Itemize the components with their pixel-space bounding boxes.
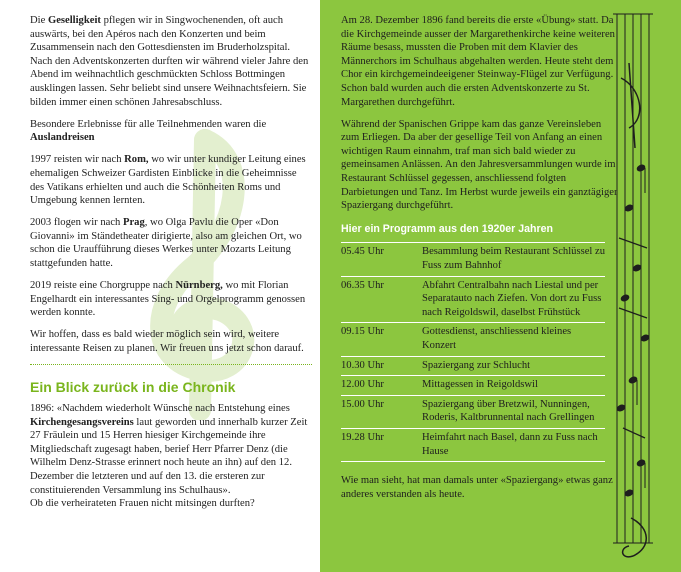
- program-description: Abfahrt Centralbahn nach Liestal und per Separatauto nach Ziefen. Von dort zu Fuss nach Reigoldswil, daselbst Frühstück: [422, 279, 602, 318]
- program-description: Spaziergang zur Schlucht: [422, 359, 531, 371]
- program-row: [341, 376, 605, 396]
- program-row: [341, 243, 605, 276]
- right-page: [320, 0, 681, 572]
- program-row: [341, 356, 605, 376]
- paragraph-chronik: 1896: «Nachdem wiederholt Wünsche nach Entstehung eines Kirchengesangsvereins laut geworden und innerhalb kurzer Zeit 27 Fräulein und 15 Herren hiesiger Kirchgemeinde ihre Mitgliedschaft zugesagt haben, berief Herr Pfarrer Denz (die Wilhelm Denz-Strasse erinnert noch heute an ihn) auf den 12. Dezember die letzteren und auf den 13. die ersteren zur constituierenden Versammlung ins Schulhaus».: [30, 403, 308, 496]
- music-staff-icon: [611, 8, 661, 564]
- program-time: 05.45 Uhr: [341, 246, 384, 258]
- program-row: [341, 428, 605, 461]
- paragraph-question: Ob die verheirateten Frauen nicht mitsingen durften?: [30, 498, 255, 510]
- paragraph-prag: 2003 flogen wir nach Prag, wo Olga Pavlu die Oper «Don Giovanni» im Ständetheater dirigierte, also am gleichen Ort, wo schon die Uraufführung dieses Werkes unter Mozarts Leitung stattgefunden hatte.: [30, 217, 302, 269]
- section-divider: [30, 364, 312, 365]
- paragraph-nuernberg: 2019 reiste eine Chorgruppe nach Nürnberg, wo mit Florian Engelhardt ein interessantes Sing- und Orgelprogramm genossen werden konnte.: [30, 280, 306, 319]
- left-page: [0, 0, 320, 572]
- program-time: 12.00 Uhr: [341, 379, 384, 391]
- program-description: Spaziergang über Bretzwil, Nunningen, Roderis, Kaltbrunnental nach Grellingen: [422, 398, 595, 424]
- program-table: [341, 242, 605, 462]
- program-description: Besammlung beim Restaurant Schlüssel zu Fuss zum Bahnhof: [422, 246, 606, 271]
- program-time: 19.28 Uhr: [341, 431, 384, 443]
- paragraph-geselligkeit: Die Geselligkeit pflegen wir in Singwochenenden, oft auch auswärts, bei den Apéros nach den Konzerten und beim Zusammensein nach den Gottesdiensten im Bruderholzspital. Nach den Adventskonzerten durften wir während vieler Jahre den Abend im weihnachtlich geschmückten Schloss Bottmingen ausklingen lassen. Sehr beliebt sind unsere Weihnachtsfeiern. Sie bilden immer einen schönen Jahresabschluss.: [30, 15, 309, 108]
- program-time: 10.30 Uhr: [341, 359, 384, 371]
- right-text-column: [341, 14, 621, 510]
- paragraph-erste-uebung: Am 28. Dezember 1896 fand bereits die erste «Übung» statt. Da die Kirchgemeinde ausser der Margarethenkirche keine weiteren Räume besass, mussten die Proben mit dem Klavier des Männerchors im Schulhaus abgehalten werden. Heute steht dem Chor ein kirchgemeindeeigener Steinway-Flügel zur Verfügung. Schon bald wurden auch die ersten Adventskonzerte zu St. Margarethen durchgeführt.: [341, 15, 615, 108]
- program-row: [341, 276, 605, 323]
- section-heading-chronik: Ein Blick zurück in die Chronik: [30, 379, 236, 396]
- paragraph-rom: 1997 reisten wir nach Rom, wo wir unter kundiger Leitung eines ehemaligen Schweizer Gardisten Einblicke in die Geheimnisse des Vatikans erhielten und auch die Schönheiten Roms und Umgebung kennen lernten.: [30, 154, 306, 207]
- program-time: 09.15 Uhr: [341, 326, 384, 338]
- paragraph-hoffnung: Wir hoffen, dass es bald wieder möglich sein wird, weitere interessante Reisen zu planen. Wir freuen uns jetzt schon darauf.: [30, 329, 304, 354]
- program-time: 06.35 Uhr: [341, 279, 384, 291]
- program-title: Hier ein Programm aus den 1920er Jahren: [341, 222, 553, 235]
- program-time: 15.00 Uhr: [341, 398, 384, 410]
- program-description: Mittagessen in Reigoldswil: [422, 379, 538, 391]
- program-row: [341, 395, 605, 428]
- program-description: Gottesdienst, anschliessend kleines Konzert: [422, 326, 572, 351]
- paragraph-auslandreisen: Besondere Erlebnisse für alle Teilnehmenden waren die Auslandreisen: [30, 118, 267, 144]
- left-text-column: [30, 14, 312, 519]
- paragraph-spaziergang: Wie man sieht, hat man damals unter «Spaziergang» etwas ganz anderes verstanden als heute.: [341, 475, 613, 500]
- program-row: [341, 323, 605, 356]
- paragraph-spanische-grippe: Während der Spanischen Grippe kam das ganze Vereinsleben zum Erliegen. Da aber der gesellige Teil von Anfang an einen wichtigen Raum einnahm, traf man sich bald wieder zu gemeinsamen Anlässen. An den Jahresversammlungen wurde im Restaurant Schlüssel gegessen, anschliessend folgten Darbietungen und Tanz. Im Herbst wurde jeweils ein ganztägiger Spaziergang durchgeführt.: [341, 118, 618, 212]
- program-description: Heimfahrt nach Basel, dann zu Fuss nach Hause: [422, 431, 598, 457]
